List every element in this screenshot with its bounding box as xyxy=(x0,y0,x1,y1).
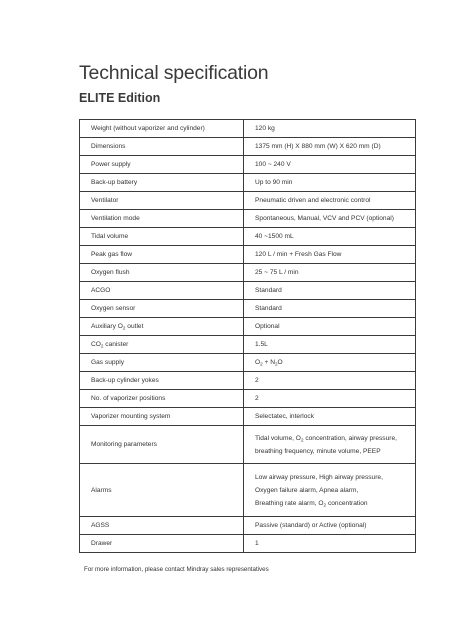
label-text: outlet xyxy=(125,323,144,330)
spec-value xyxy=(244,426,416,464)
value-line: Low airway pressure, High airway pressure, xyxy=(255,473,383,481)
spec-label: ACGO xyxy=(80,282,244,300)
spec-label: Weight (without vaporizer and cylinder) xyxy=(80,120,244,138)
table-row xyxy=(80,372,416,390)
spec-value: 25 ~ 75 L / min xyxy=(244,264,416,282)
spec-value: 1 xyxy=(244,535,416,553)
spec-label: Ventilation mode xyxy=(80,210,244,228)
table-row xyxy=(80,264,416,282)
table-row xyxy=(80,120,416,138)
spec-label: Peak gas flow xyxy=(80,246,244,264)
spec-label xyxy=(80,336,244,354)
spec-value: Passive (standard) or Active (optional) xyxy=(244,517,416,535)
spec-label: Back-up battery xyxy=(80,174,244,192)
spec-label xyxy=(80,318,244,336)
value-text: O xyxy=(255,359,261,366)
table-row xyxy=(80,192,416,210)
page-subtitle: ELITE Edition xyxy=(79,91,161,105)
spec-value: 1375 mm (H) X 880 mm (W) X 620 mm (D) xyxy=(244,138,416,156)
spec-value: 120 L / min + Fresh Gas Flow xyxy=(244,246,416,264)
spec-value: Standard xyxy=(244,300,416,318)
spec-value: Pneumatic driven and electronic control xyxy=(244,192,416,210)
table-row xyxy=(80,210,416,228)
table-row xyxy=(80,517,416,535)
spec-value: Selectatec, interlock xyxy=(244,408,416,426)
table-row xyxy=(80,156,416,174)
subscript-text: 2 xyxy=(100,343,104,349)
spec-label: Dimensions xyxy=(80,138,244,156)
subscript-text: 2 xyxy=(300,437,304,442)
subscript-text: 2 xyxy=(122,325,126,331)
spec-label: Alarms xyxy=(80,464,244,517)
spec-value: Optional xyxy=(244,318,416,336)
spec-label: Oxygen sensor xyxy=(80,300,244,318)
subscript-text: 2 xyxy=(260,361,263,367)
label-text: CO xyxy=(91,341,101,348)
table-row xyxy=(80,246,416,264)
table-row xyxy=(80,408,416,426)
value-line: Oxygen failure alarm, Apnea alarm, xyxy=(255,486,359,494)
table-row xyxy=(80,464,416,517)
spec-label: Oxygen flush xyxy=(80,264,244,282)
value-text: concentration, airway pressure, xyxy=(303,434,397,442)
table-row xyxy=(80,138,416,156)
table-row xyxy=(80,354,416,372)
value-line xyxy=(255,497,415,510)
spec-label: Power supply xyxy=(80,156,244,174)
spec-label: Monitoring parameters xyxy=(80,426,244,464)
table-row xyxy=(80,318,416,336)
footer-note: For more information, please contact Mindray sales representatives xyxy=(84,566,269,573)
label-text: Auxiliary O xyxy=(91,323,123,330)
spec-label: Tidal volume xyxy=(80,228,244,246)
spec-value xyxy=(244,464,416,517)
spec-value: 120 kg xyxy=(244,120,416,138)
spec-value: 100 ~ 240 V xyxy=(244,156,416,174)
spec-value: 40 ~1500 mL xyxy=(244,228,416,246)
spec-value: 2 xyxy=(244,372,416,390)
value-text: concentration xyxy=(326,499,368,507)
spec-value: Standard xyxy=(244,282,416,300)
spec-value: Up to 90 min xyxy=(244,174,416,192)
spec-label: No. of vaporizer positions xyxy=(80,390,244,408)
value-line xyxy=(255,432,415,445)
spec-label: Vaporizer mounting system xyxy=(80,408,244,426)
table-row xyxy=(80,426,416,464)
table-row xyxy=(80,336,416,354)
spec-label: Ventilator xyxy=(80,192,244,210)
value-text: Tidal volume, O xyxy=(255,434,301,442)
table-row xyxy=(80,535,416,553)
table-row xyxy=(80,228,416,246)
table-row xyxy=(80,390,416,408)
page-title: Technical specification xyxy=(79,62,269,84)
value-text: O xyxy=(277,359,283,366)
spec-label: Back-up cylinder yokes xyxy=(80,372,244,390)
table-row xyxy=(80,282,416,300)
value-text: Breathing rate alarm, O xyxy=(255,499,324,507)
spec-label: Gas supply xyxy=(80,354,244,372)
table-row xyxy=(80,174,416,192)
spec-table xyxy=(79,119,416,553)
spec-value xyxy=(244,354,416,372)
label-text: canister xyxy=(103,341,129,348)
spec-label: AGSS xyxy=(80,517,244,535)
spec-label: Drawer xyxy=(80,535,244,553)
subscript-text: 2 xyxy=(274,361,278,367)
value-text: + N xyxy=(262,359,275,366)
spec-value: 2 xyxy=(244,390,416,408)
spec-value: 1.5L xyxy=(244,336,416,354)
spec-value: Spontaneous, Manual, VCV and PCV (optional) xyxy=(244,210,416,228)
value-line: breathing frequency, minute volume, PEEP xyxy=(255,447,381,455)
subscript-text: 2 xyxy=(323,502,327,507)
table-row xyxy=(80,300,416,318)
